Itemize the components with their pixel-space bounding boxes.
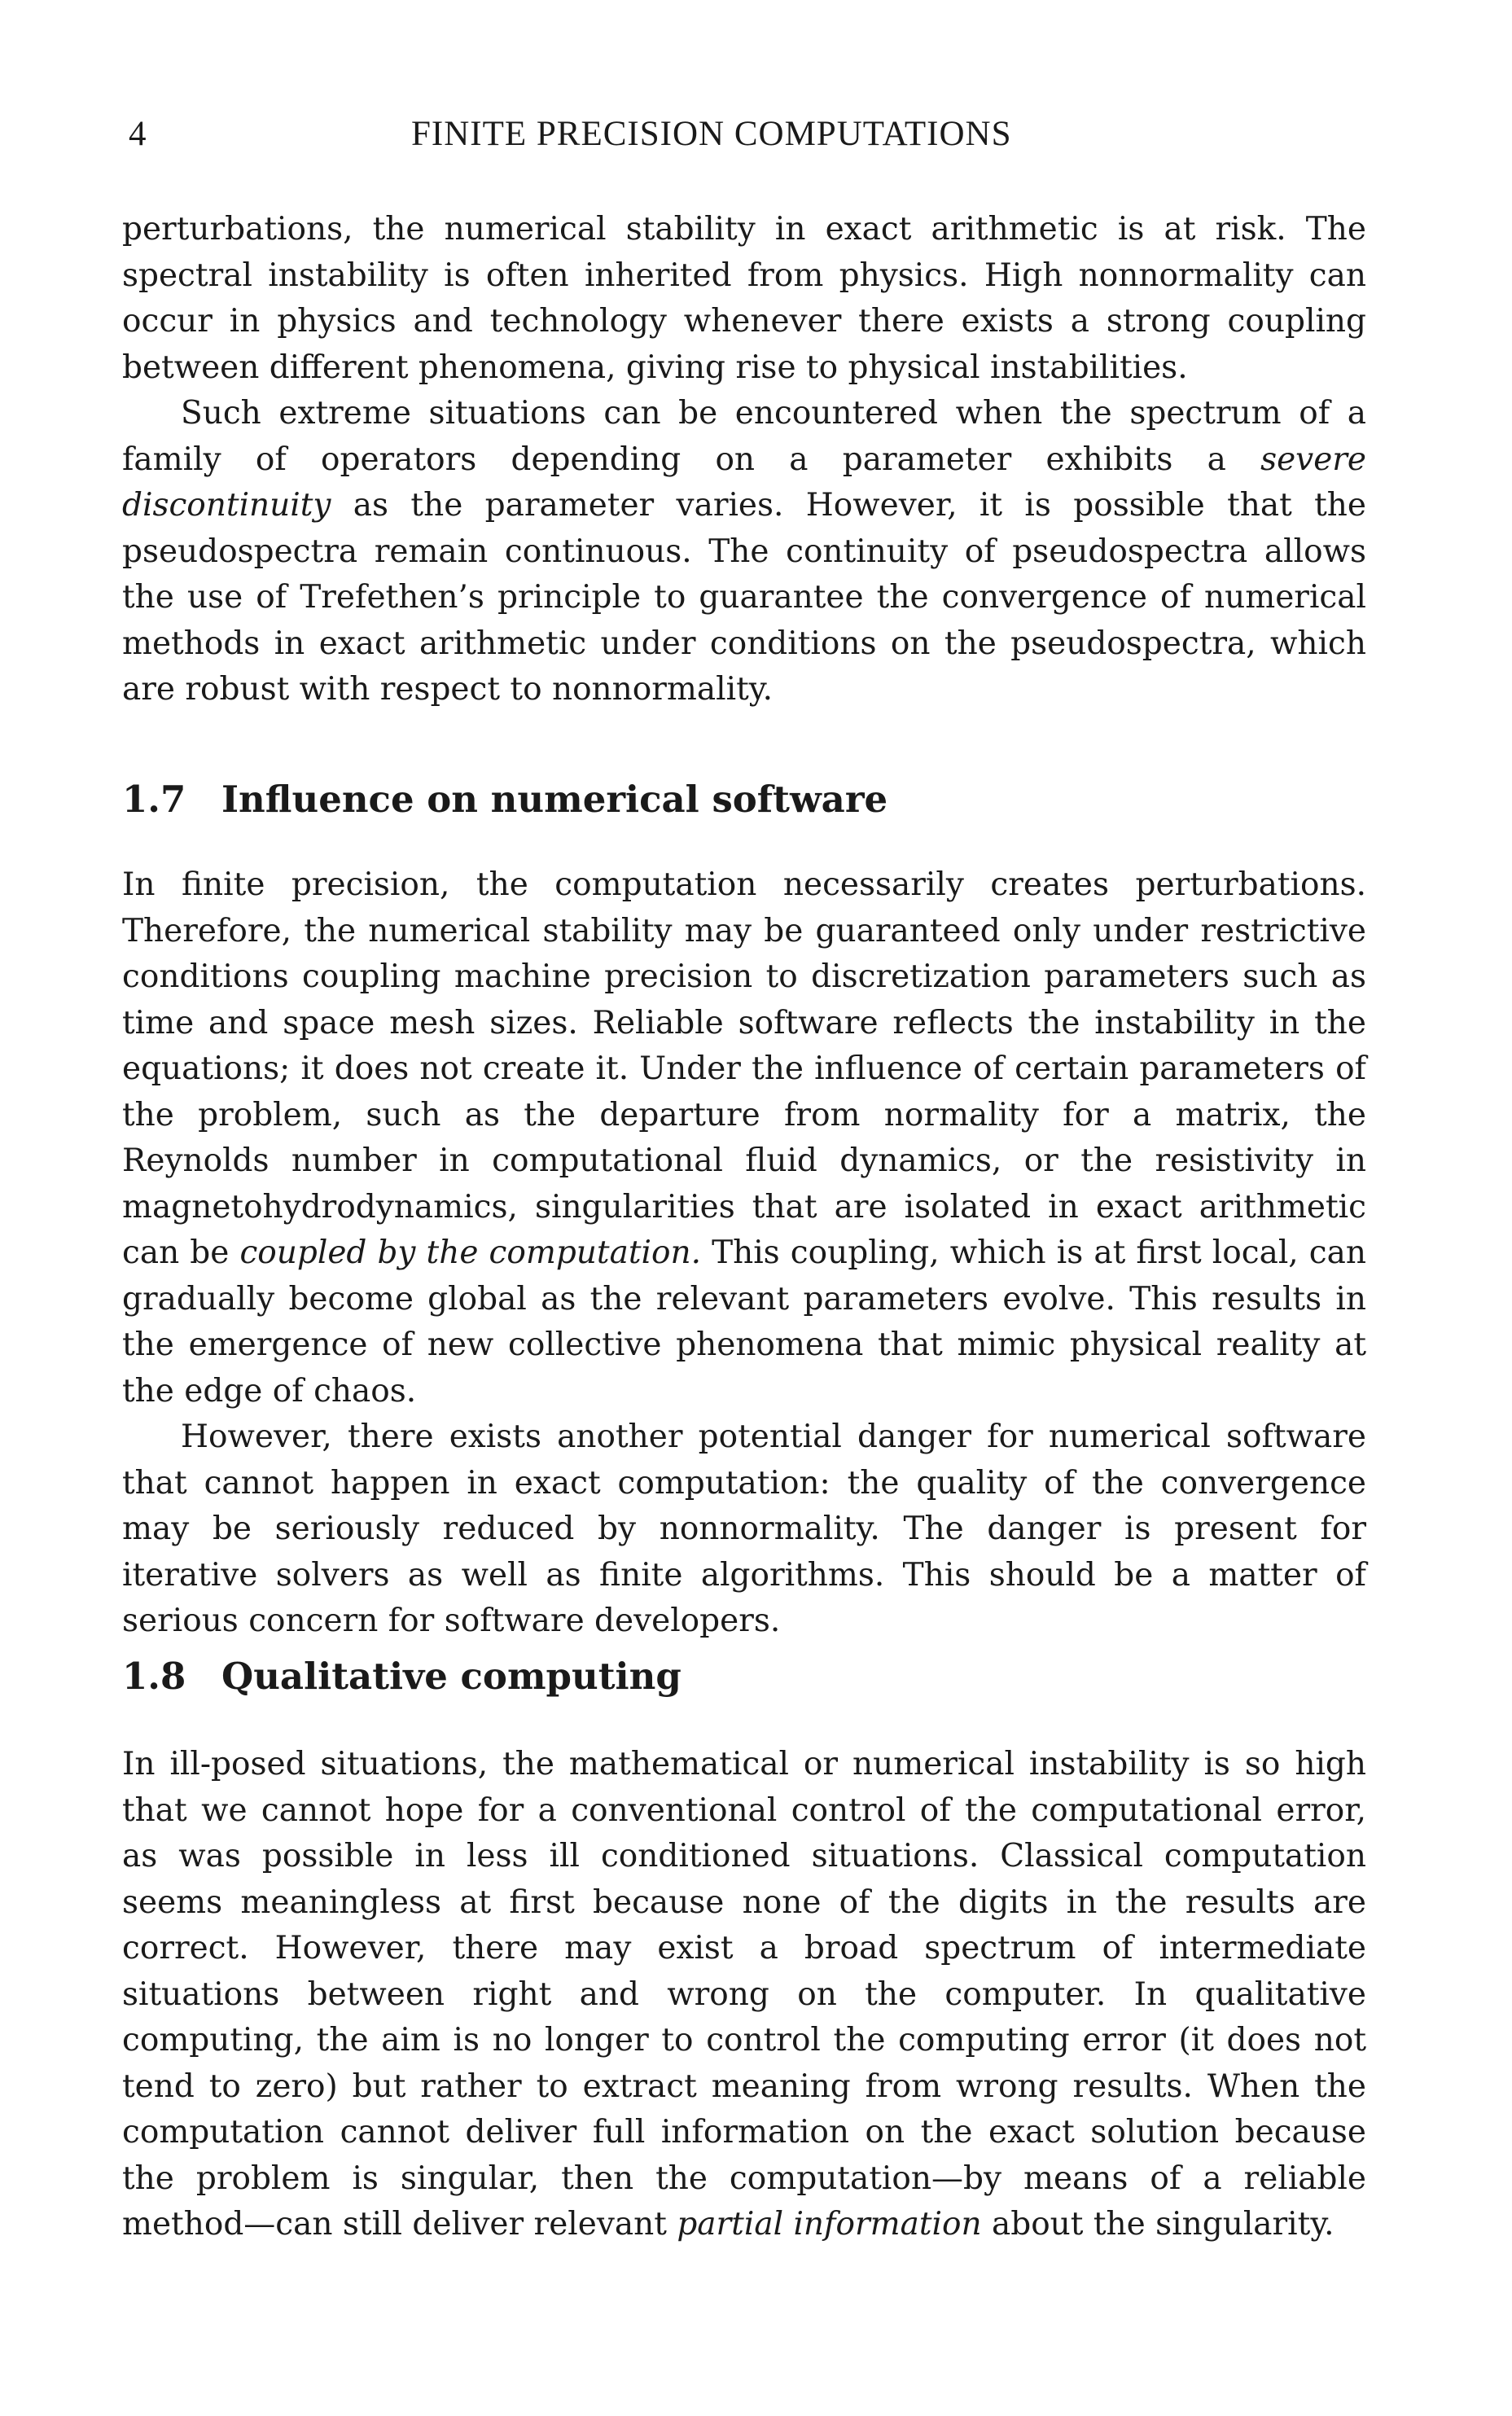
emphasis: partial information <box>677 2206 982 2243</box>
paragraph <box>122 1742 1366 2248</box>
section-heading-1-7 <box>122 778 887 830</box>
paragraph <box>122 862 1366 1414</box>
paragraph: perturbations, the numerical stability in exact arithmetic is at risk. The spectral instability is often inherited from physics. High nonnormality can occur in physics and technology whenever there exists a strong coupling between different phenomena, giving rise to physical instabilities. <box>122 211 1366 386</box>
section-title: Influence on numerical software <box>221 778 888 821</box>
paragraph <box>122 391 1366 713</box>
text-run: Such extreme situations can be encountered when the spectrum of a family of operators depending on a parameter exhibits a <box>122 395 1366 478</box>
text-run: In ill-posed situations, the mathematical or numerical instability is so high that we cannot hope for a conventional control of the computational error, as was possible in less ill conditioned situations. Classical computation seems meaningless at first because none of the digits in the results are correct. However, there may exist a broad spectrum of intermediate situations between right and wrong on the computer. In qualitative computing, the aim is no longer to control the computing error (it does not tend to zero) but rather to extract meaning from wrong results. When the computation cannot deliver full information on the exact solution because the problem is singular, then the computation—by means of a reliable method—can still deliver relevant <box>122 1746 1366 2243</box>
text-run: about the singularity. <box>981 2206 1335 2243</box>
section-1-7-text <box>122 862 1366 1645</box>
paragraph: However, there exists another potential danger for numerical software that cannot happen in exact computation: the quality of the convergence may be seriously reduced by nonnormality. The danger is present for iterative solvers as well as finite algorithms. This should be a matter of serious concern for software developers. <box>122 1418 1366 1639</box>
text-run: as the parameter varies. However, it is possible that the pseudospectra remain continuous. The continuity of pseudospectra allows the use of Trefethen’s principle to guarantee the convergence of numerical methods in exact arithmetic under conditions on the pseudospectra, which are robust with respect to nonnormality. <box>122 487 1366 708</box>
running-header <box>122 114 1392 163</box>
text-run: In finite precision, the computation necessarily creates perturbations. Therefore, the numerical stability may be guaranteed only under restrictive conditions coupling machine precision to discretization parameters such as time and space mesh sizes. Reliable software reflects the instability in the equations; it does not create it. Under the influence of certain parameters of the problem, such as the departure from normality for a matrix, the Reynolds number in computational fluid dynamics, or the resistivity in magnetohydrodynamics, singularities that are isolated in exact arithmetic can be <box>122 866 1366 1271</box>
intro-text <box>122 207 1366 713</box>
emphasis: coupled by the computation. <box>239 1234 701 1271</box>
running-title: FINITE PRECISION COMPUTATIONS <box>411 115 1012 153</box>
section-number: 1.8 <box>122 1655 186 1698</box>
section-title: Qualitative computing <box>221 1655 681 1698</box>
page-number: 4 <box>129 115 147 153</box>
emphasis: severe discontinuity <box>122 441 1366 524</box>
section-1-8-text <box>122 1742 1366 2248</box>
section-number: 1.7 <box>122 778 186 821</box>
section-heading-1-8 <box>122 1655 681 1707</box>
text-run: This coupling, which is at first local, can gradually become global as the relevant parameters evolve. This results in the emergence of new collective phenomena that mimic physical reality at the edge of chaos. <box>122 1234 1366 1410</box>
